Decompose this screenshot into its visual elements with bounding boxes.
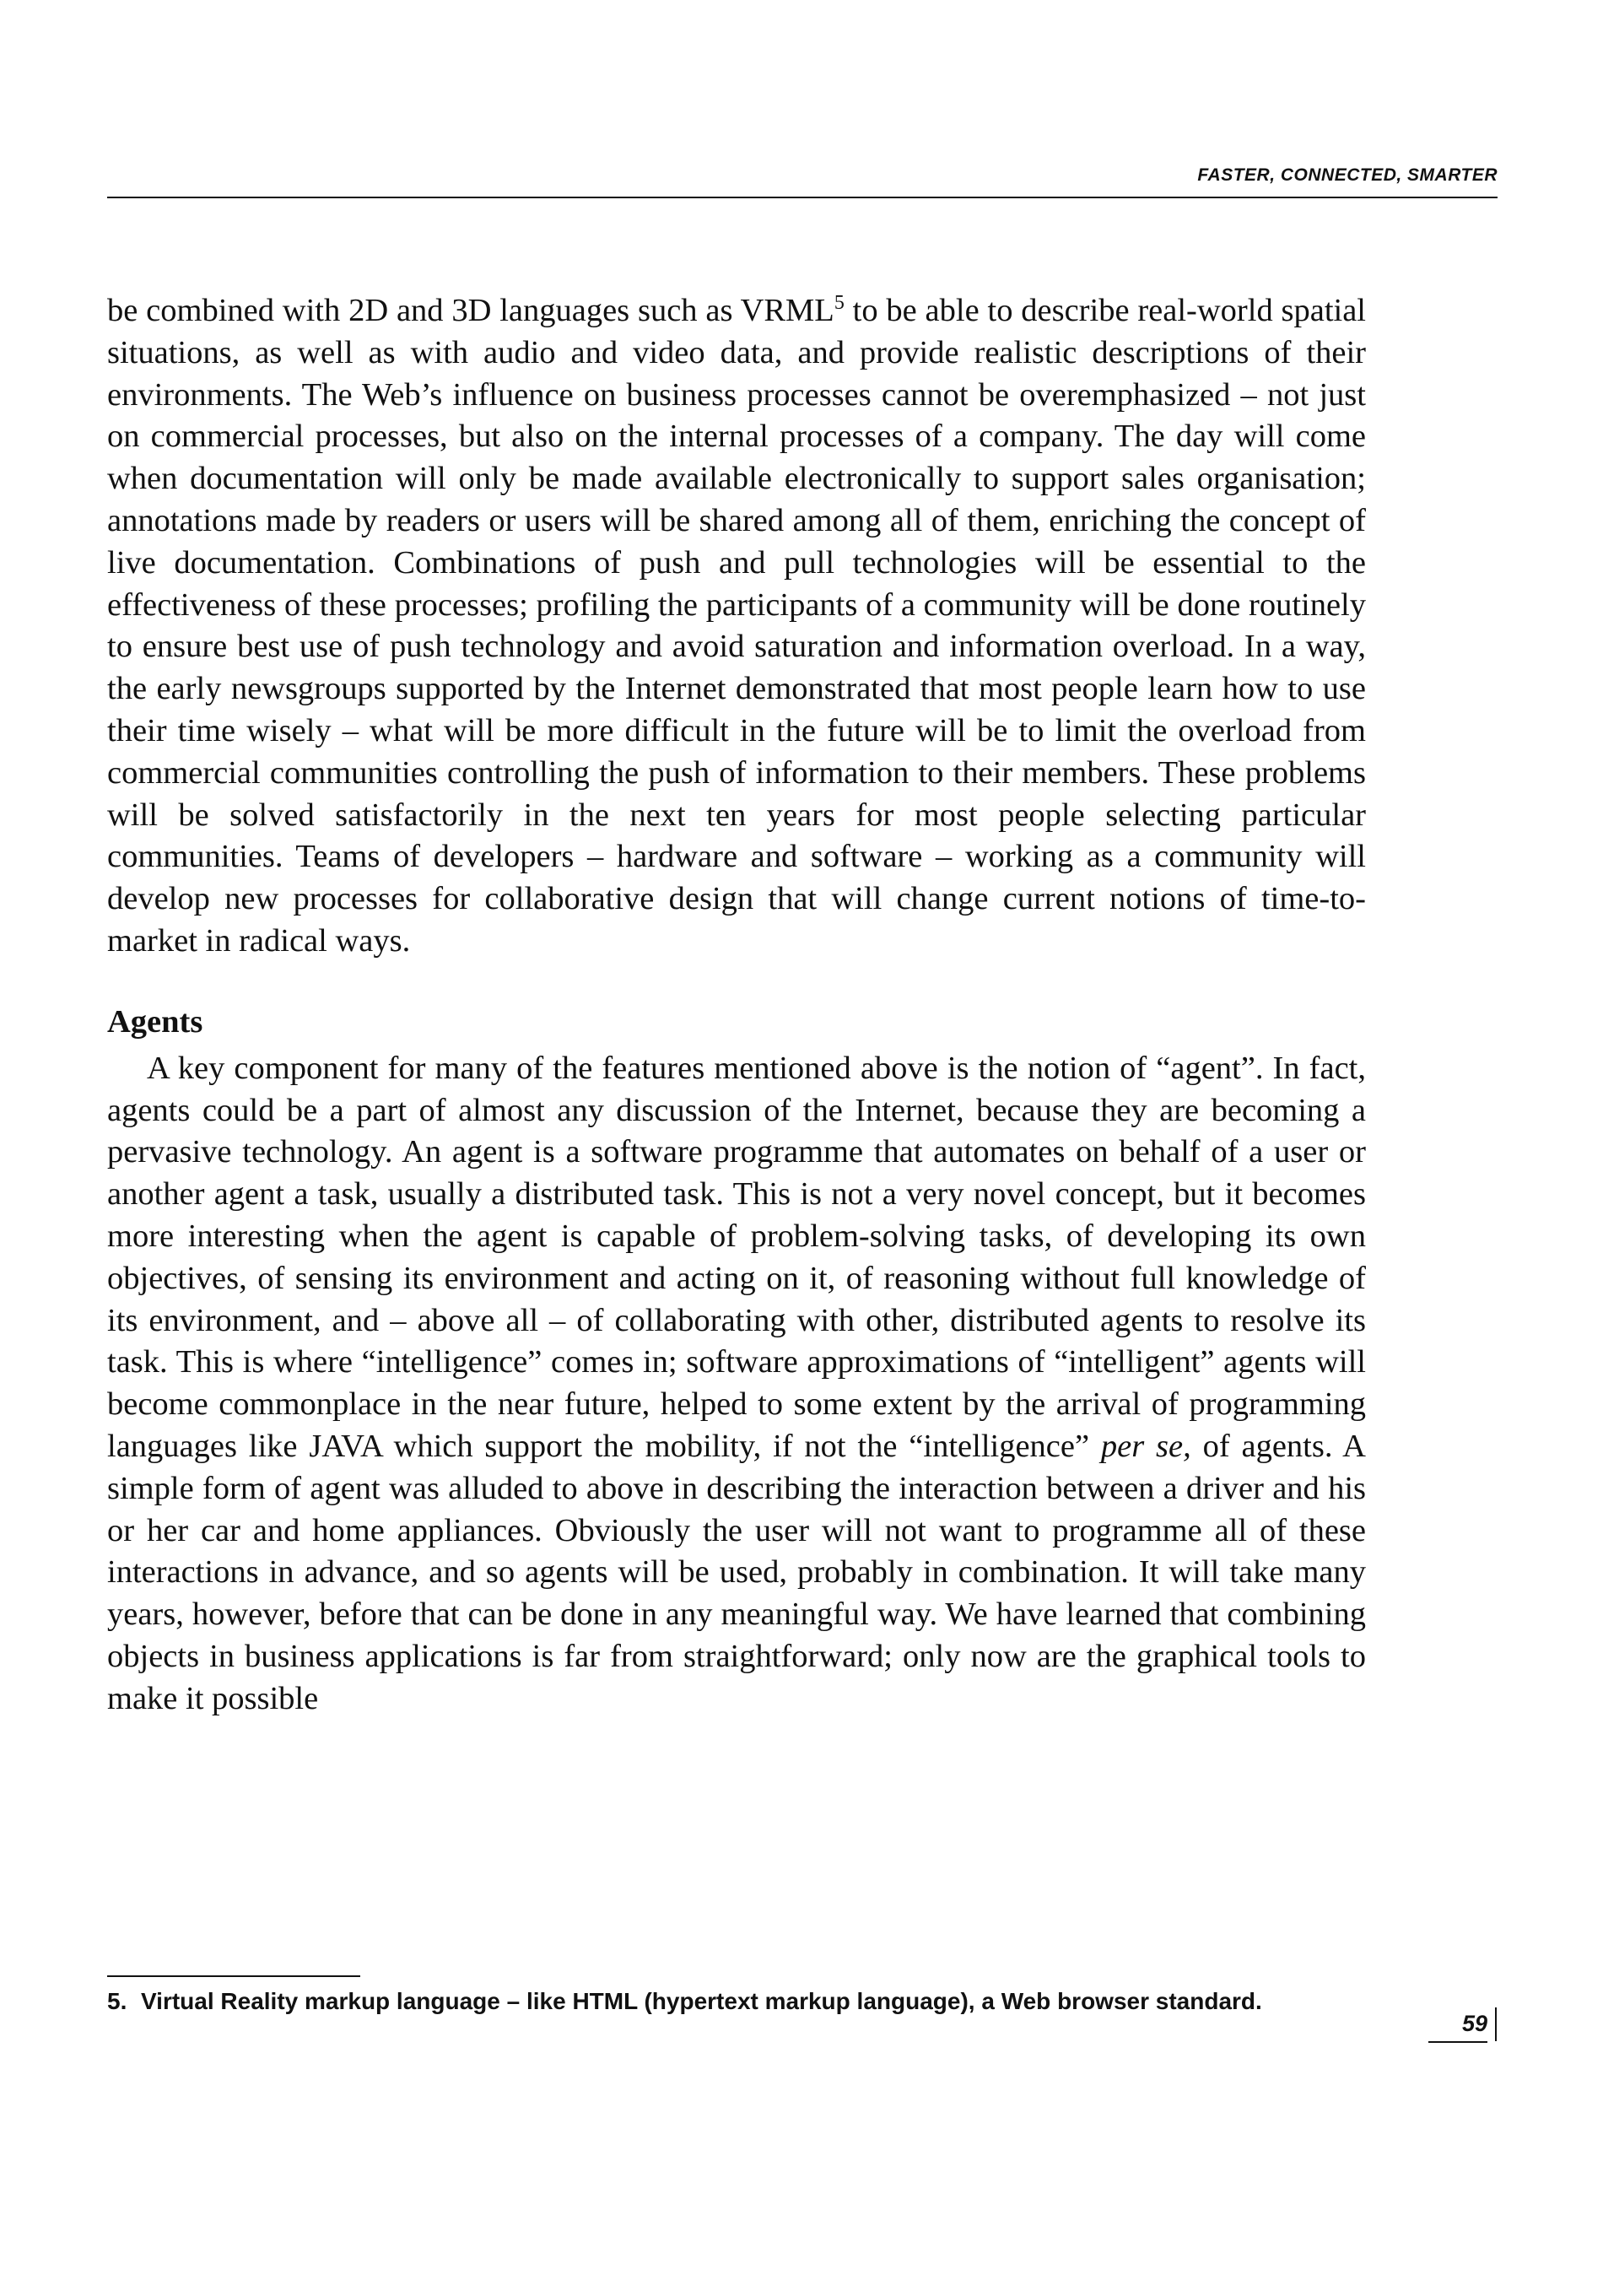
- section-heading-agents: Agents: [107, 1003, 203, 1040]
- italic-per-se: per se,: [1100, 1428, 1191, 1464]
- page-number-tick: [1495, 2007, 1497, 2041]
- main-text: [107, 290, 1366, 1721]
- paragraph-agents-text-end: of agents. A simple form of agent was alluded to above in describing the interaction between a driver and his or her car and home appliances. Obviously the user will not want to programme all of these interactions in advance, and so agents will be used, probably in combination. It will take many years, however, before that can be done in any meaningful way. We have learned that combining objects in business applications is far from straightforward; only now are the graphical tools to make it possible: [107, 1428, 1366, 1716]
- footnote-text: Virtual Reality markup language – like HTML (hypertext markup language), a Web browser standard.: [141, 1988, 1262, 2014]
- paragraph-agents: [107, 1048, 1366, 1721]
- page-number: 59: [1428, 2006, 1487, 2043]
- paragraph-vrml-text-end: to be able to describe real-world spatial situations, as well as with audio and video data, and provide realistic descriptions of their environments. The Web’s influence on business processes cannot be overemphasized – not just on commercial processes, but also on the internal processes of a company. The day will come when documentation will only be made available electronically to support sales organisation; annotations made by readers or users will be shared among all of them, enriching the concept of live documentation. Combinations of push and pull technologies will be essential to the effectiveness of these processes; profiling the participants of a community will be done routinely to ensure best use of push technology and avoid saturation and information overload. In a way, the early newsgroups supported by the Internet demonstrated that most people learn how to use their time wisely – what will be more difficult in the future will be to limit the overload from commercial communities controlling the push of information to their members. These problems will be solved satisfactorily in the next ten years for most people selecting particular communities. Teams of developers – hardware and software – working as a community will develop new processes for collaborative design that will change current notions of time-to-market in radical ways.: [107, 293, 1367, 959]
- footnote-rule: [107, 1975, 360, 1977]
- footnote-reference: 5: [834, 292, 845, 314]
- paragraph-vrml-text-start: be combined with 2D and 3D languages such as VRML: [107, 293, 834, 328]
- paragraph-vrml: [107, 290, 1366, 963]
- footnote: [107, 1986, 1366, 2017]
- running-header: FASTER, CONNECTED, SMARTER: [1197, 165, 1498, 185]
- paragraph-agents-text-start: A key component for many of the features mentioned above is the notion of “agent”. In fact, agents could be a part of almost any discussion of the Internet, because they are becoming a pervasive technology. An agent is a software programme that automates on behalf of a user or another agent a task, usually a distributed task. This is not a very novel concept, but it becomes more interesting when the agent is capable of problem-solving tasks, of developing its own objectives, of sensing its environment and acting on it, of reasoning without full knowledge of its environment, and – above all – of collaborating with other, distributed agents to resolve its task. This is where “intelligence” comes in; software approximations of “intelligent” agents will become commonplace in the near future, helped to some extent by the arrival of programming languages like JAVA which support the mobility, if not the “intelligence”: [107, 1050, 1366, 1464]
- footnote-number: 5.: [107, 1988, 127, 2014]
- header-rule: [107, 197, 1498, 198]
